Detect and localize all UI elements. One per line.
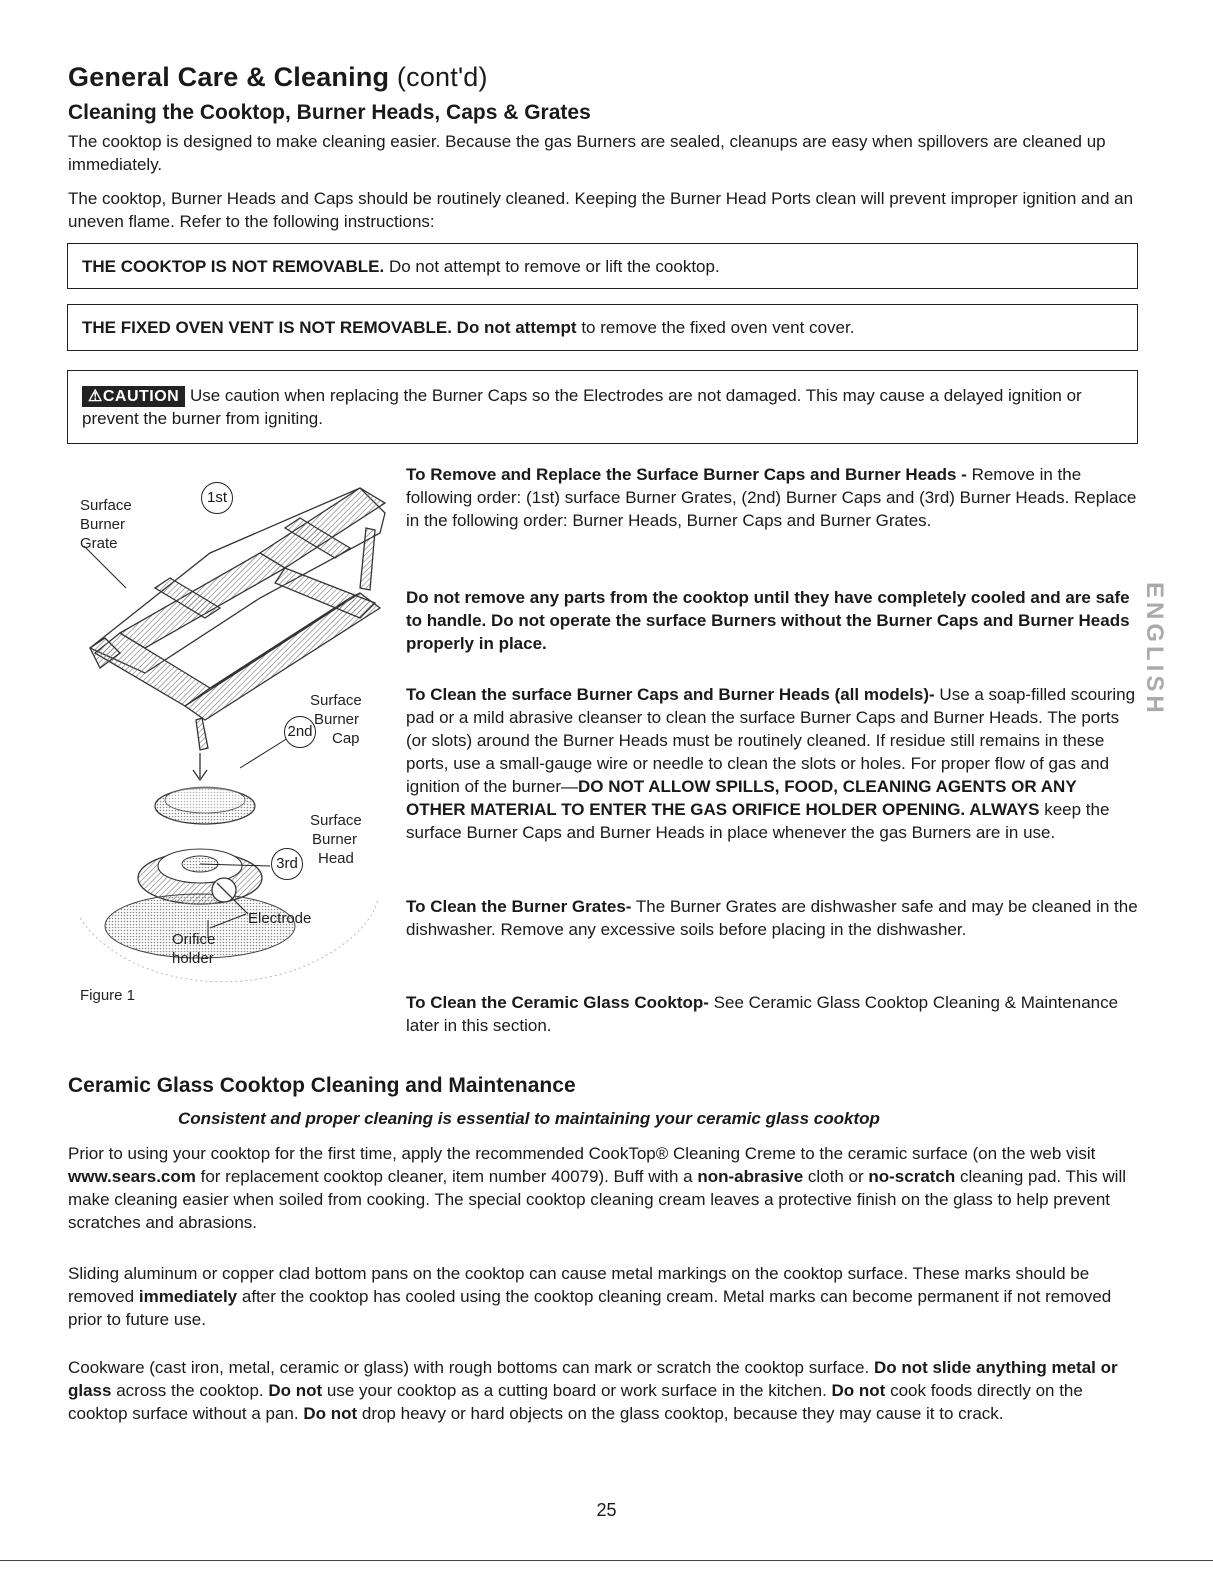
clean-grates-paragraph: To Clean the Burner Grates- The Burner Grates are dishwasher safe and may be cleaned in the dishwasher. Remove any excessive soils before placing in the dishwasher. (406, 897, 1138, 939)
safety-warning-paragraph: Do not remove any parts from the cooktop until they have completely cooled and are safe to handle. Do not operate the surface Burners without the Burner Caps and Burner Heads properly in place. (406, 588, 1130, 653)
ceramic-paragraph-3: Cookware (cast iron, metal, ceramic or glass) with rough bottoms can mark or scratch the cooktop surface. Do not slide anything metal or glass across the cooktop. Do not use your cooktop as a cutting board or work surface in the kitchen. Do not cook foods directly on the cooktop surface without a pan. Do not drop heavy or hard objects on the glass cooktop, because they may cause it to crack. (68, 1358, 1118, 1423)
intro-paragraph-1: The cooktop is designed to make cleaning easier. Because the gas Burners are sealed, cleanups are easy when spillovers are cleaned up immediately. (68, 132, 1106, 174)
page-number: 25 (596, 1500, 617, 1520)
orifice-holder-label: Orifice holder (172, 931, 216, 967)
language-tab: ENGLISH (1141, 582, 1168, 717)
ceramic-subheading: Consistent and proper cleaning is essential to maintaining your ceramic glass cooktop (178, 1109, 880, 1128)
clean-caps-heads-paragraph: To Clean the surface Burner Caps and Burner Heads (all models)- Use a soap-filled scouring pad or a mild abrasive cleanser to clean the surface Burner Caps and Burner Heads. The ports (or slots) around the Burner Heads must be routinely cleaned. If residue still remains in these ports, use a small-gauge wire or needle to clean the slots or holes. For proper flow of gas and ignition of the burner—DO NOT ALLOW SPILLS, FOOD, CLEANING AGENTS OR ANY OTHER MATERIAL TO ENTER THE GAS ORIFICE HOLDER OPENING. ALWAYS keep the surface Burner Caps and Burner Heads in place whenever the gas Burners are in use. (406, 685, 1136, 842)
page-title: General Care & Cleaning (cont'd) (68, 62, 488, 92)
remove-replace-paragraph: To Remove and Replace the Surface Burner Caps and Burner Heads - Remove in the following order: (1st) surface Burner Grates, (2nd) Burner Caps and (3rd) Burner Heads. Replace in the following order: Burner Heads, Burner Caps and Burner Grates. (406, 465, 1137, 530)
intro-paragraph-2: The cooktop, Burner Heads and Caps should be routinely cleaned. Keeping the Burner Head Ports clean will prevent improper ignition and an uneven flame. Refer to the following instructions: (68, 189, 1134, 231)
head-label: Surface Burner Head (310, 812, 362, 867)
step-1-marker: 1st (201, 482, 233, 514)
figure-1 (60, 458, 400, 1018)
caution-box (67, 370, 1138, 444)
bottom-rule (0, 1560, 1213, 1561)
section-title: Cleaning the Cooktop, Burner Heads, Caps & Grates (68, 101, 591, 124)
ceramic-paragraph-1: Prior to using your cooktop for the first time, apply the recommended CookTop® Cleaning Creme to the ceramic surface (on the web visit www.sears.com for replacement cooktop cleaner, item number 40079). Buff with a non-abrasive cloth or no-scratch cleaning pad. This will make cleaning easier when soiled from cooking. The special cooktop cleaning cream leaves a protective finish on the glass to help prevent scratches and abrasions. (68, 1144, 1127, 1232)
caution-badge: ⚠CAUTION (82, 386, 185, 407)
step-2-marker: 2nd (284, 716, 316, 748)
ceramic-heading: Ceramic Glass Cooktop Cleaning and Maintenance (68, 1074, 576, 1097)
caution-text: Use caution when replacing the Burner Caps so the Electrodes are not damaged. This may cause a delayed ignition or prevent the burner from igniting. (82, 386, 1082, 428)
step-3-marker: 3rd (271, 848, 303, 880)
cap-label: Surface Burner Cap (310, 692, 362, 747)
electrode-label: Electrode (248, 910, 312, 927)
ceramic-paragraph-2: Sliding aluminum or copper clad bottom pans on the cooktop can cause metal markings on the cooktop surface. These marks should be removed immediately after the cooktop has cooled using the cooktop cleaning cream. Metal marks can become permanent if not removed prior to future use. (68, 1264, 1112, 1329)
notice-oven-vent-not-removable: THE FIXED OVEN VENT IS NOT REMOVABLE. Do not attempt to remove the fixed oven vent cover. (67, 304, 1138, 351)
grate-label: Surface Burner Grate (80, 497, 132, 552)
clean-ceramic-paragraph: To Clean the Ceramic Glass Cooktop- See Ceramic Glass Cooktop Cleaning & Maintenance later in this section. (406, 993, 1119, 1035)
figure-caption: Figure 1 (80, 987, 136, 1004)
notice-cooktop-not-removable: THE COOKTOP IS NOT REMOVABLE. Do not attempt to remove or lift the cooktop. (67, 243, 1138, 289)
sears-link[interactable]: www.sears.com (68, 1167, 196, 1186)
